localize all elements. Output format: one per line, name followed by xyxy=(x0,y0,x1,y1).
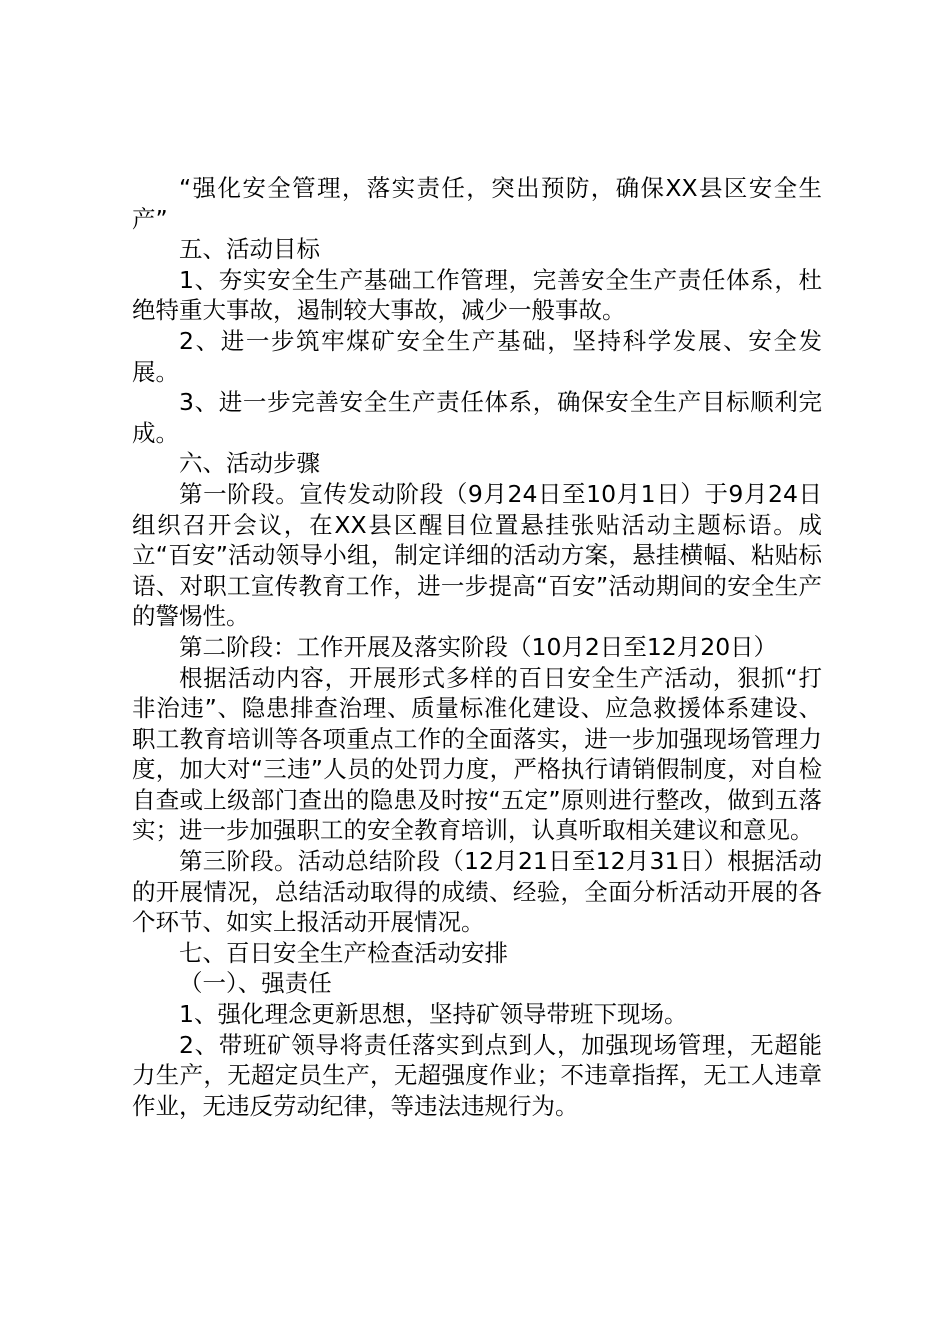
section-heading-steps: 六、活动步骤 xyxy=(179,449,320,478)
stage-2-heading: 第二阶段：工作开展及落实阶段（10月2日至12月20日） xyxy=(179,632,778,661)
stage-2-paragraph: 根据活动内容，开展形式多样的百日安全生产活动，狠抓“打非治违”、隐患排查治理、质量标准化建设、应急救援体系建设、职工教育培训等各项重点工作的全面落实，进一步加强现场管理力度，加大对“三违”人员的处罚力度，严格执行请销假制度，对自检自查或上级部门查出的隐患及时按“五定”原则进行整改，做到五落实；进一步加强职工的安全教育培训，认真听取相关建议和意见。 xyxy=(132,663,822,845)
document-page xyxy=(132,173,822,1121)
subsection-heading-responsibility: （一）、强责任 xyxy=(179,969,332,998)
responsibility-item-1: 1、强化理念更新思想，坚持矿领导带班下现场。 xyxy=(179,1000,688,1029)
section-heading-arrangements: 七、百日安全生产检查活动安排 xyxy=(179,938,508,967)
stage-1-paragraph: 第一阶段。宣传发动阶段（9月24日至10月1日）于9月24日组织召开会议，在XX县区醒目位置悬挂张贴活动主题标语。成立“百安”活动领导小组，制定详细的活动方案，悬挂横幅、粘贴标语、对职工宣传教育工作，进一步提高“百安”活动期间的安全生产的警惕性。 xyxy=(132,479,822,631)
goal-item-3: 3、进一步完善安全生产责任体系，确保安全生产目标顺利完成。 xyxy=(132,388,822,447)
section-heading-goals: 五、活动目标 xyxy=(179,235,320,264)
stage-3-paragraph: 第三阶段。活动总结阶段（12月21日至12月31日）根据活动的开展情况，总结活动取得的成绩、经验，全面分析活动开展的各个环节、如实上报活动开展情况。 xyxy=(132,847,822,937)
goal-item-2: 2、进一步筑牢煤矿安全生产基础，坚持科学发展、安全发展。 xyxy=(132,326,822,386)
responsibility-item-2: 2、带班矿领导将责任落实到点到人，加强现场管理，无超能力生产，无超定员生产，无超强度作业；不违章指挥，无工人违章作业，无违反劳动纪律，等违法违规行为。 xyxy=(132,1030,822,1120)
goal-item-1: 1、夯实安全生产基础工作管理，完善安全生产责任体系，杜绝特重大事故，遏制较大事故，减少一般事故。 xyxy=(132,265,822,325)
slogan-paragraph: “强化安全管理，落实责任，突出预防，确保XX县区安全生产” xyxy=(132,174,822,233)
